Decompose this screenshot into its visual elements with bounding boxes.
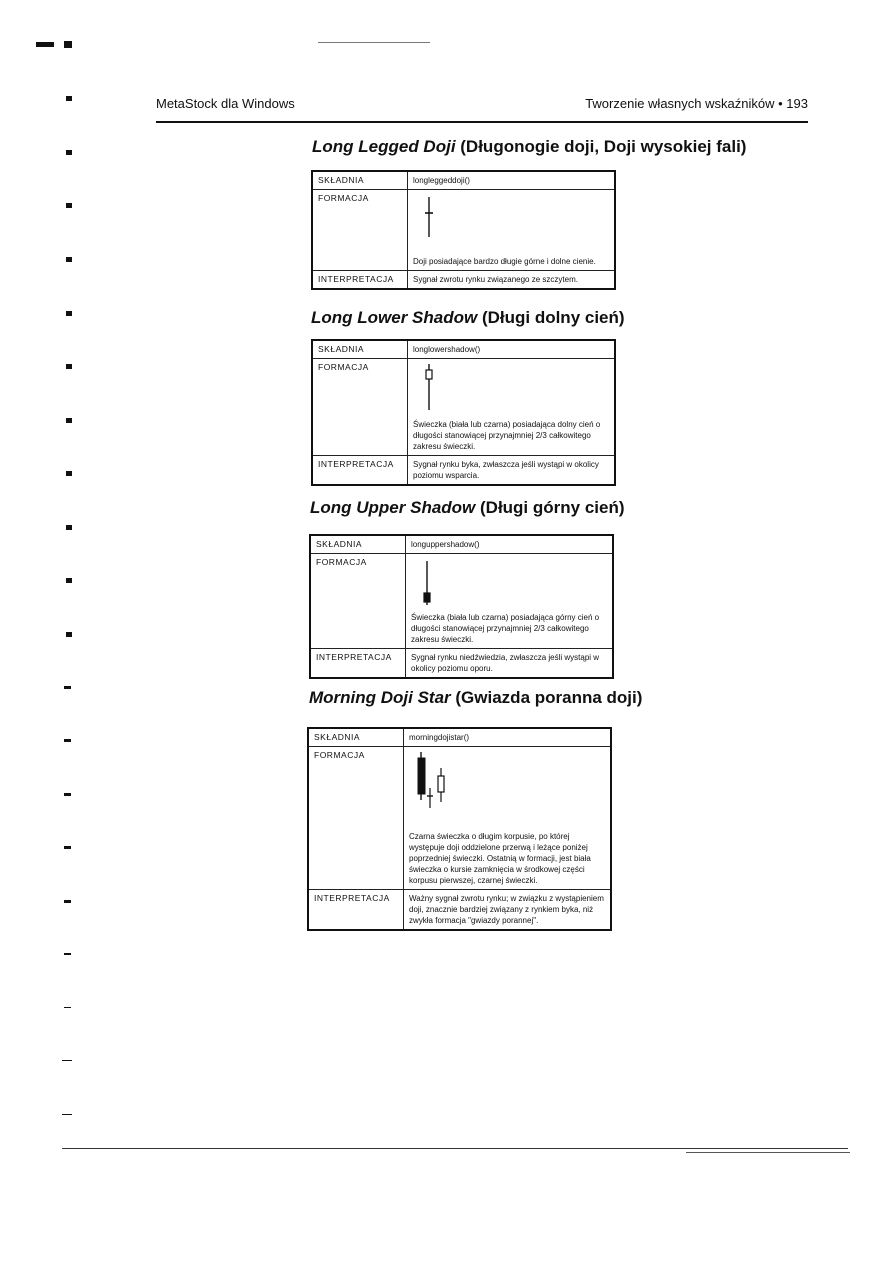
margin-mark bbox=[66, 418, 72, 423]
section-long-legged-doji bbox=[312, 137, 746, 157]
book-title: MetaStock dla Windows bbox=[156, 96, 295, 111]
syntax-value: longlowershadow() bbox=[408, 340, 616, 359]
formation-label: FORMACJA bbox=[312, 190, 408, 271]
margin-mark bbox=[66, 364, 72, 369]
margin-mark bbox=[66, 578, 72, 583]
section-title: Morning Doji Star (Gwiazda poranna doji) bbox=[309, 688, 643, 707]
syntax-value: morningdojistar() bbox=[404, 728, 612, 747]
margin-mark bbox=[62, 1114, 72, 1115]
syntax-label: SKŁADNIA bbox=[312, 171, 408, 190]
margin-mark bbox=[66, 257, 72, 262]
syntax-label: SKŁADNIA bbox=[308, 728, 404, 747]
section-title: Long Upper Shadow (Długi górny cień) bbox=[310, 498, 625, 517]
page-number: 193 bbox=[786, 96, 808, 111]
interpretation-value: Sygnał rynku niedźwiedzia, zwłaszcza jeśli wystąpi w okolicy poziomu oporu. bbox=[406, 649, 614, 679]
syntax-value: longleggeddoji() bbox=[408, 171, 616, 190]
margin-mark bbox=[66, 471, 72, 476]
candlestick-figure bbox=[411, 557, 451, 607]
margin-mark bbox=[64, 686, 71, 689]
definition-table bbox=[307, 727, 612, 931]
candlestick-figure bbox=[413, 193, 453, 239]
margin-mark bbox=[64, 953, 71, 955]
formation-label: FORMACJA bbox=[308, 747, 404, 890]
definition-table bbox=[309, 534, 614, 679]
syntax-label: SKŁADNIA bbox=[310, 535, 406, 554]
section-long-lower-shadow bbox=[311, 308, 625, 328]
margin-mark bbox=[64, 1007, 71, 1008]
margin-mark bbox=[66, 96, 72, 101]
chapter-name: Tworzenie własnych wskaźników bbox=[585, 96, 775, 111]
candlestick-figure bbox=[413, 362, 453, 412]
top-rule bbox=[318, 42, 430, 43]
section-morning-doji-star bbox=[309, 688, 642, 708]
margin-mark bbox=[66, 632, 72, 637]
margin-mark bbox=[62, 1060, 72, 1061]
formation-description: Świeczka (biała lub czarna) posiadająca dolny cień o długości stanowiącej przynajmniej 2/3 całkowitego zakresu świeczki. bbox=[413, 420, 601, 451]
definition-table bbox=[311, 339, 616, 486]
interpretation-value: Ważny sygnał zwrotu rynku; w związku z wystąpieniem doji, znacznie bardziej związany z rynkiem byka, niż zwykła formacja "gwiazdy porannej". bbox=[404, 890, 612, 931]
formation-label: FORMACJA bbox=[312, 359, 408, 456]
footer-rule-short bbox=[686, 1152, 850, 1153]
margin-mark bbox=[66, 525, 72, 530]
interpretation-label: INTERPRETACJA bbox=[312, 271, 408, 290]
interpretation-label: INTERPRETACJA bbox=[308, 890, 404, 931]
margin-mark bbox=[64, 846, 71, 849]
section-long-upper-shadow bbox=[310, 498, 625, 518]
header-rule bbox=[156, 121, 808, 123]
formation-description: Czarna świeczka o długim korpusie, po której występuje doji oddzielone przerwą i leżące poniżej poprzedniej świeczki. Ostatnią w formacji, jest biała świeczka o kursie zamknięcia w środkowej części korpusu pierwszej, czarnej świeczki. bbox=[409, 832, 591, 885]
interpretation-value: Sygnał rynku byka, zwłaszcza jeśli wystąpi w okolicy poziomu wsparcia. bbox=[408, 456, 616, 486]
interpretation-label: INTERPRETACJA bbox=[312, 456, 408, 486]
interpretation-value: Sygnał zwrotu rynku związanego ze szczytem. bbox=[408, 271, 616, 290]
margin-mark bbox=[66, 311, 72, 316]
margin-mark bbox=[64, 41, 72, 48]
interpretation-label: INTERPRETACJA bbox=[310, 649, 406, 679]
margin-mark bbox=[64, 793, 71, 796]
syntax-label: SKŁADNIA bbox=[312, 340, 408, 359]
formation-description: Doji posiadające bardzo długie górne i dolne cienie. bbox=[413, 257, 596, 266]
chapter-title bbox=[585, 96, 808, 111]
margin-mark bbox=[64, 739, 71, 742]
bullet: • bbox=[778, 96, 783, 111]
section-title: Long Legged Doji (Długonogie doji, Doji wysokiej fali) bbox=[312, 137, 747, 156]
page-header bbox=[156, 96, 808, 116]
margin-mark bbox=[36, 42, 54, 47]
definition-table bbox=[311, 170, 616, 290]
formation-description: Świeczka (biała lub czarna) posiadająca górny cień o długości stanowiącej przynajmniej 2/3 całkowitego zakresu świeczki. bbox=[411, 613, 600, 644]
candlestick-figure bbox=[409, 750, 469, 812]
section-title: Long Lower Shadow (Długi dolny cień) bbox=[311, 308, 625, 327]
footer-rule bbox=[62, 1148, 848, 1149]
margin-marks bbox=[0, 0, 140, 1263]
margin-mark bbox=[64, 900, 71, 903]
syntax-value: longuppershadow() bbox=[406, 535, 614, 554]
margin-mark bbox=[66, 150, 72, 155]
margin-mark bbox=[66, 203, 72, 208]
formation-label: FORMACJA bbox=[310, 554, 406, 649]
